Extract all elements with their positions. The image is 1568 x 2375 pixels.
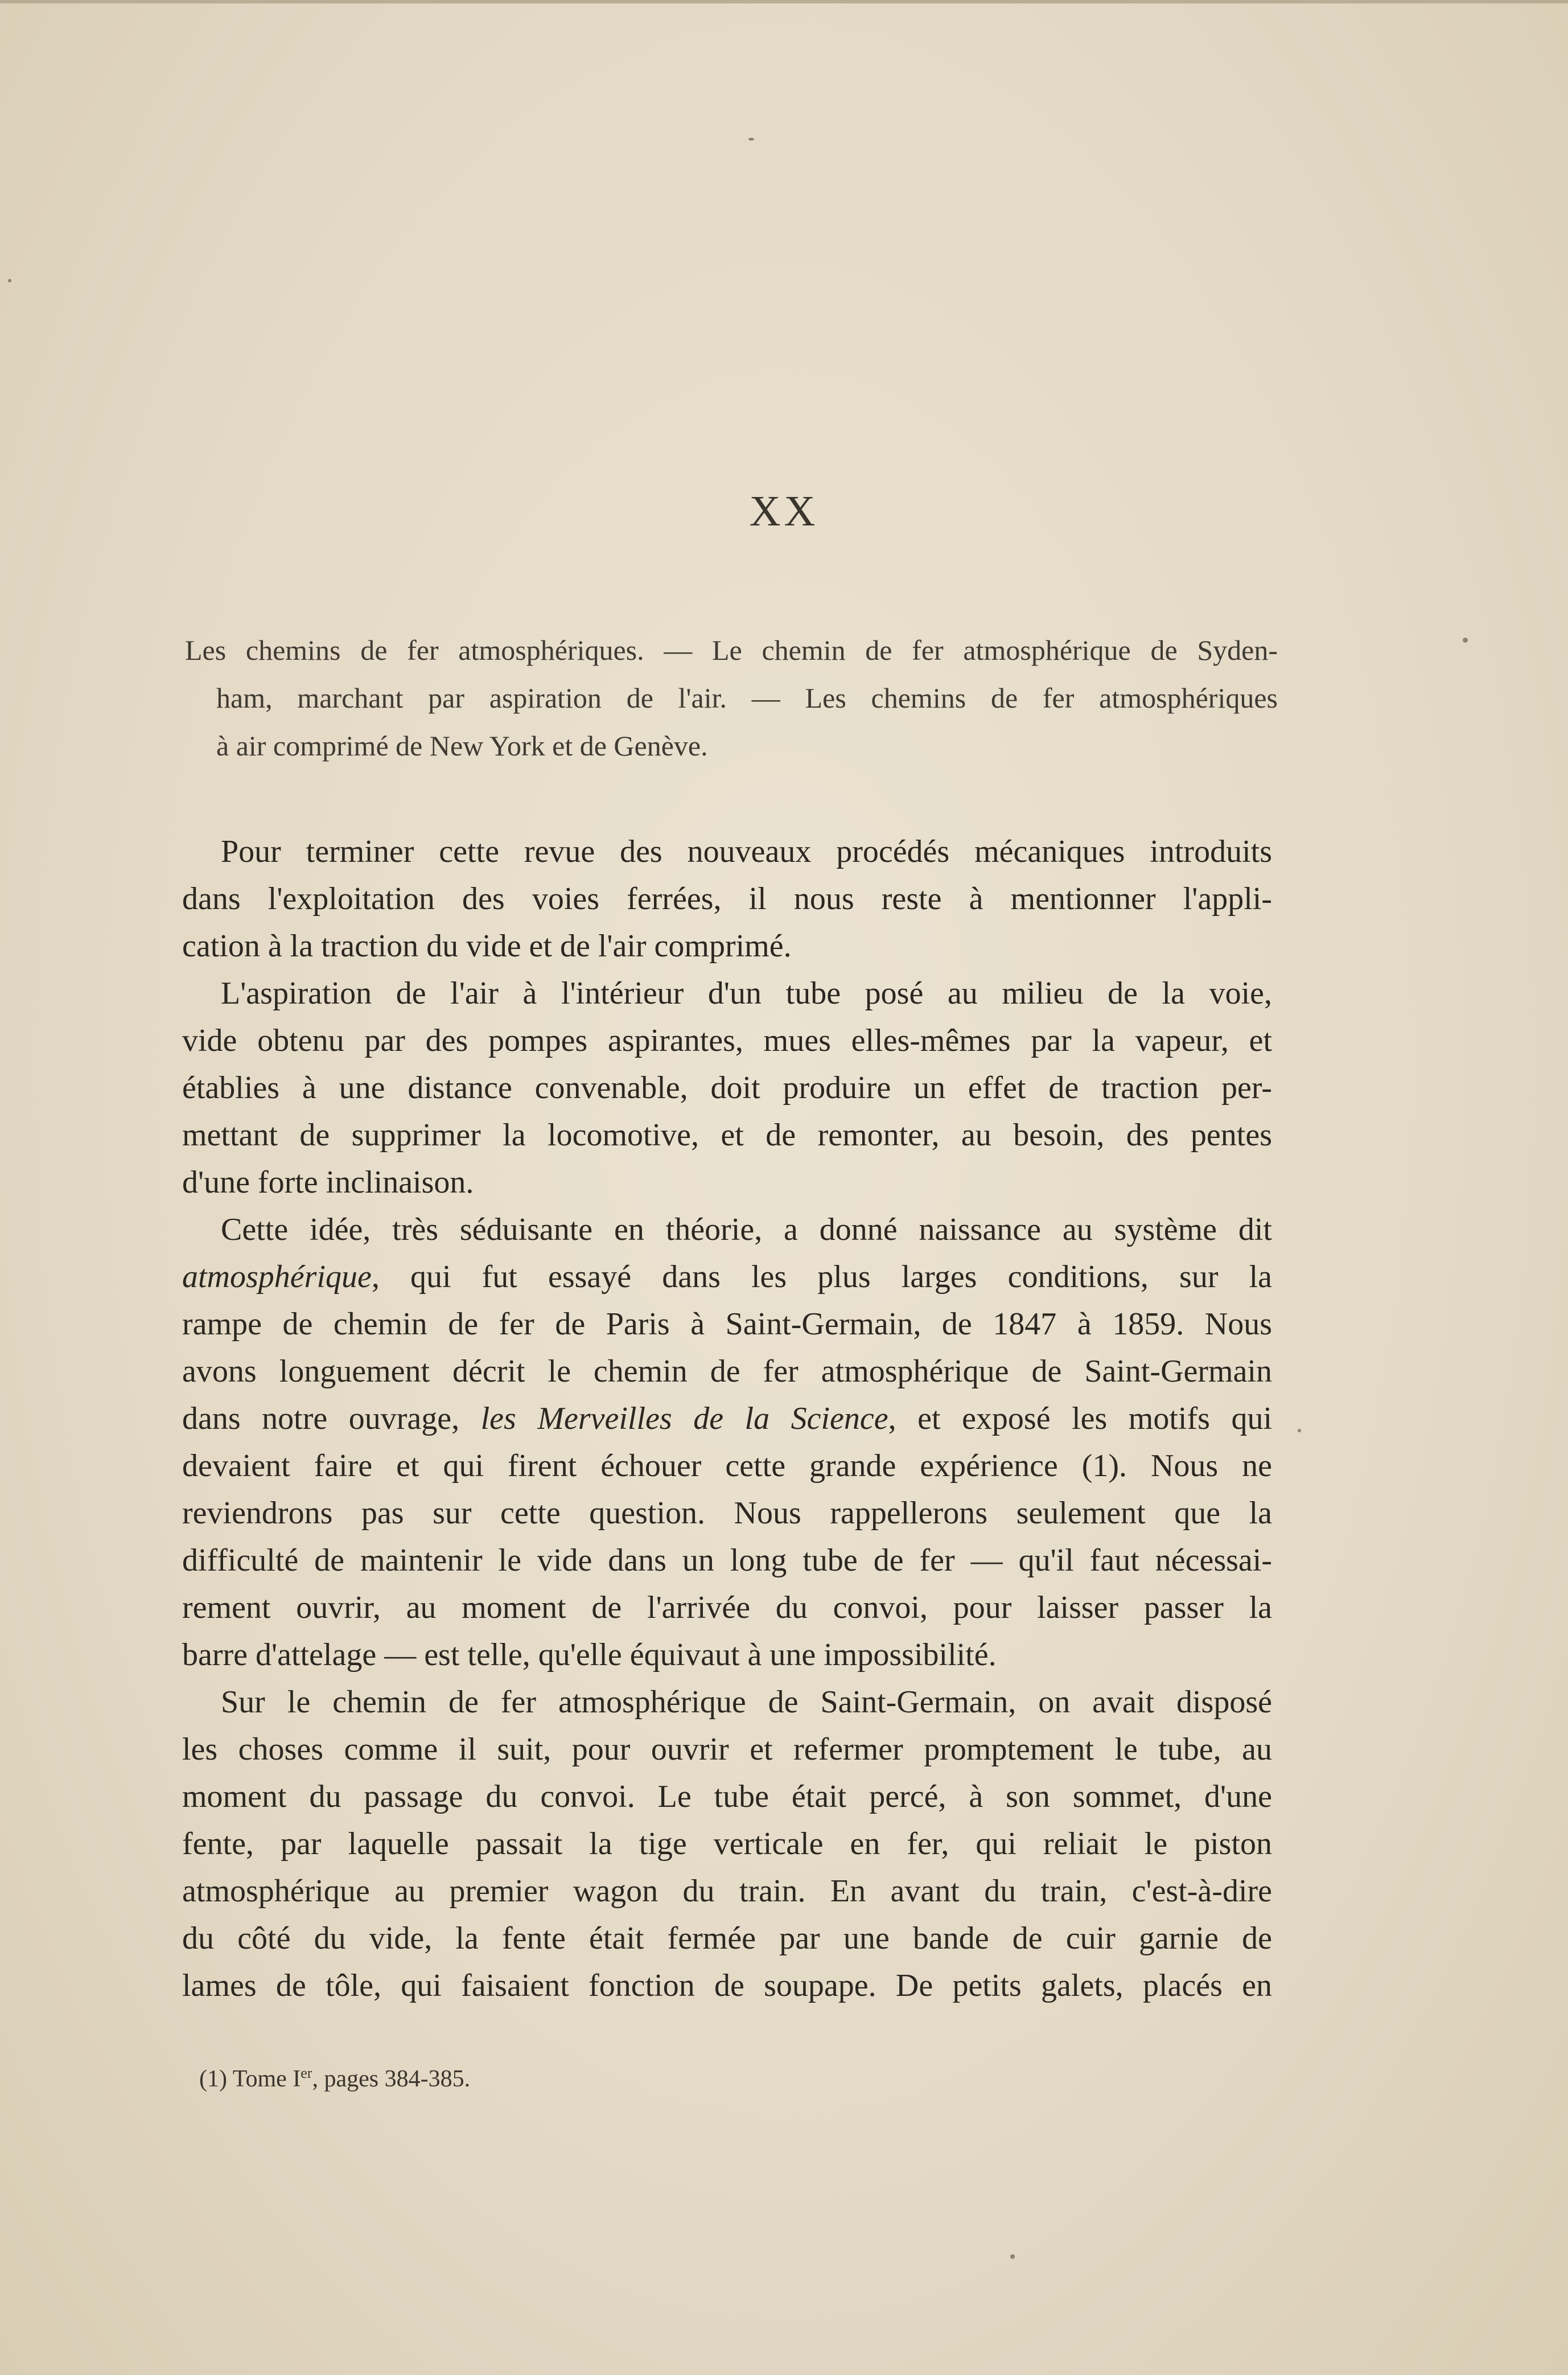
body-line: Pour terminer cette revue des nouveaux procédés mécaniques introduits bbox=[221, 834, 1272, 869]
footnote-superscript: er bbox=[301, 2065, 312, 2081]
body-line: Sur le chemin de fer atmosphérique de Saint-Germain, on avait disposé bbox=[221, 1684, 1272, 1720]
summary-line: ham, marchant par aspiration de l'air. — Les chemins de fer atmosphériques bbox=[216, 682, 1278, 714]
body-line: moment du passage du convoi. Le tube était percé, à son sommet, d'une bbox=[182, 1779, 1272, 1814]
footnote-pages: , pages 384-385. bbox=[312, 2066, 471, 2092]
body-line: du côté du vide, la fente était fermée par une bande de cuir garnie de bbox=[182, 1921, 1272, 1956]
summary-line: Les chemins de fer atmosphériques. — Le chemin de fer atmosphérique de Syden- bbox=[185, 634, 1278, 666]
body-line: les choses comme il suit, pour ouvrir et refermer promptement le tube, au bbox=[182, 1732, 1272, 1767]
body-line: devaient faire et qui firent échouer cette grande expérience (1). Nous ne bbox=[182, 1448, 1272, 1484]
body-line: L'aspiration de l'air à l'intérieur d'un tube posé au milieu de la voie, bbox=[221, 976, 1272, 1011]
paper-speck bbox=[1463, 638, 1468, 643]
body-line: cation à la traction du vide et de l'air comprimé. bbox=[182, 928, 792, 964]
summary-line: à air comprimé de New York et de Genève. bbox=[216, 730, 708, 762]
page-top-edge bbox=[0, 0, 1568, 3]
body-line: vide obtenu par des pompes aspirantes, mues elles-mêmes par la vapeur, et bbox=[182, 1023, 1272, 1058]
body-line: lames de tôle, qui faisaient fonction de soupape. De petits galets, placés en bbox=[182, 1968, 1272, 2003]
chapter-summary bbox=[185, 626, 1278, 770]
footnote-text: Tome I bbox=[232, 2066, 301, 2092]
paper-speck bbox=[748, 138, 754, 141]
body-line-italic-title: dans notre ouvrage, les Merveilles de la Science, et exposé les motifs qui bbox=[182, 1401, 1272, 1436]
paper-speck bbox=[1010, 2254, 1015, 2259]
body-line: reviendrons pas sur cette question. Nous rappellerons seulement que la bbox=[182, 1495, 1272, 1531]
body-line: dans l'exploitation des voies ferrées, il nous reste à mentionner l'appli- bbox=[182, 881, 1272, 917]
footnote-marker: (1) bbox=[199, 2066, 227, 2092]
body-line: fente, par laquelle passait la tige verticale en fer, qui reliait le piston bbox=[182, 1826, 1272, 1862]
body-line: difficulté de maintenir le vide dans un long tube de fer — qu'il faut nécessai- bbox=[182, 1543, 1272, 1578]
paper-speck bbox=[8, 279, 11, 282]
body-text bbox=[182, 828, 1272, 2010]
chapter-number: XX bbox=[749, 487, 819, 535]
body-line: avons longuement décrit le chemin de fer atmosphérique de Saint-Germain bbox=[182, 1354, 1272, 1389]
footnote bbox=[199, 2056, 470, 2096]
body-line: atmosphérique au premier wagon du train. En avant du train, c'est-à-dire bbox=[182, 1873, 1272, 1909]
body-line: barre d'attelage — est telle, qu'elle équivaut à une impossibilité. bbox=[182, 1637, 997, 1673]
body-line: rement ouvrir, au moment de l'arrivée du convoi, pour laisser passer la bbox=[182, 1590, 1272, 1625]
italic-phrase: les Merveilles de la Science bbox=[480, 1401, 888, 1436]
body-line: établies à une distance convenable, doit produire un effet de traction per- bbox=[182, 1070, 1272, 1106]
body-line: Cette idée, très séduisante en théorie, a donné naissance au système dit bbox=[221, 1212, 1272, 1247]
body-line: d'une forte inclinaison. bbox=[182, 1165, 474, 1200]
body-line: rampe de chemin de fer de Paris à Saint-Germain, de 1847 à 1859. Nous bbox=[182, 1306, 1272, 1342]
body-line-italic-start: atmosphérique, qui fut essayé dans les plus larges conditions, sur la bbox=[182, 1259, 1272, 1295]
body-line: mettant de supprimer la locomotive, et de remonter, au besoin, des pentes bbox=[182, 1117, 1272, 1153]
italic-phrase: atmosphérique bbox=[182, 1259, 372, 1295]
paper-speck bbox=[1298, 1429, 1301, 1432]
